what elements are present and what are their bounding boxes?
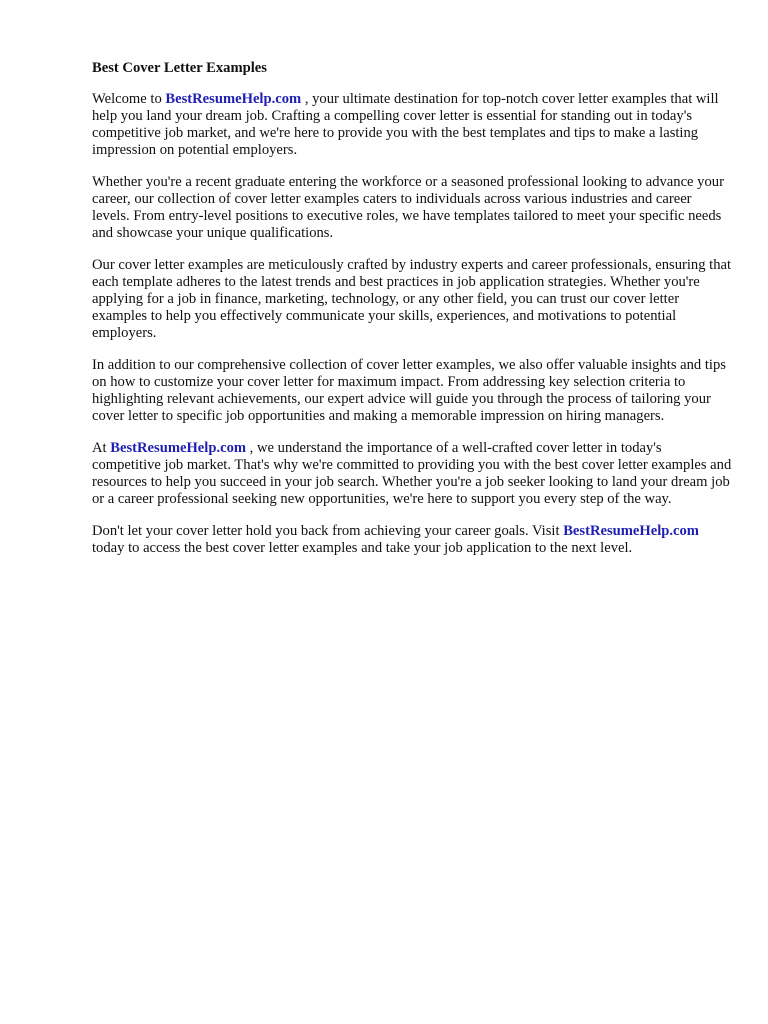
paragraph-text: today to access the best cover letter examples and take your job application to the next level.: [92, 540, 633, 556]
paragraph-quality: Our cover letter examples are meticulously crafted by industry experts and career professionals, ensuring that each template adheres to the latest trends and best practices in job application strategies. Whether you're applying for a job in finance, marketing, technology, or any other field, you can trust our cover letter examples to help you effectively communicate your skills, experiences, and motivations to potential employers.: [92, 257, 732, 341]
site-link[interactable]: BestResumeHelp.com: [165, 91, 302, 107]
paragraph-text: At: [92, 440, 111, 456]
paragraph-text: Don't let your cover letter hold you back from achieving your career goals. Visit: [92, 523, 564, 539]
paragraph-audience: Whether you're a recent graduate entering the workforce or a seasoned professional looking to advance your career, our collection of cover letter examples caters to individuals across various industries and career levels. From entry-level positions to executive roles, we have templates tailored to meet your specific needs and showcase your unique qualifications.: [92, 174, 724, 241]
document-title: Best Cover Letter Examples: [92, 60, 267, 76]
paragraph-insights: In addition to our comprehensive collection of cover letter examples, we also offer valuable insights and tips on how to customize your cover letter for maximum impact. From addressing key selection criteria to highlighting relevant achievements, our expert advice will guide you through the process of tailoring your cover letter to specific job opportunities and making a memorable impression on hiring managers.: [92, 357, 726, 424]
site-link[interactable]: BestResumeHelp.com: [563, 523, 699, 539]
paragraph-text: , your ultimate destination for top-notch cover letter examples that will help you land your dream job. Crafting a compelling cover letter is essential for standing out in today's competitive job market, and we're here to provide you with the best templates and tips to make a lasting impression on potential employers.: [92, 91, 719, 158]
paragraph-welcome: [92, 91, 732, 159]
paragraph-text: , we understand the importance of a well-crafted cover letter in today's competitive job market. That's why we're committed to providing you with the best cover letter examples and resources to help you succeed in your job search. Whether you're a job seeker looking to land your dream job or a career professional seeking new opportunities, we're here to support you every step of the way.: [92, 440, 732, 507]
paragraph-text: Welcome to: [92, 91, 166, 107]
paragraph-commitment: [92, 440, 732, 508]
paragraph-call-to-action: [92, 523, 732, 557]
document-body: [92, 60, 732, 572]
site-link[interactable]: BestResumeHelp.com: [110, 440, 247, 456]
